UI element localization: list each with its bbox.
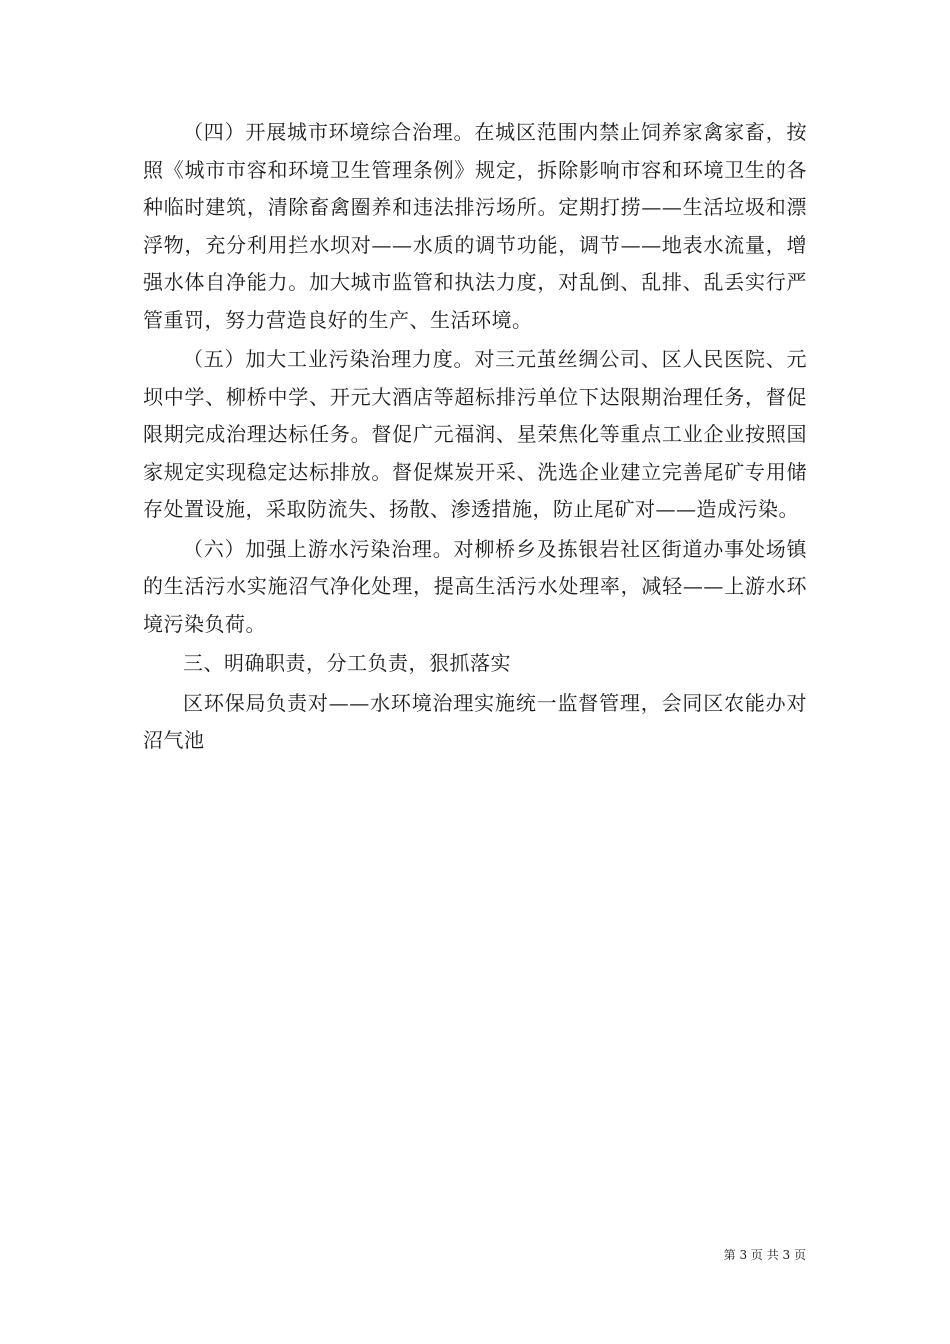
document-body bbox=[143, 114, 807, 762]
paragraph-section-4: （四）开展城市环境综合治理。在城区范围内禁止饲养家禽家畜，按照《城市市容和环境卫生管理条例》规定，拆除影响市容和环境卫生的各种临时建筑，清除畜禽圈养和违法排污场所。定期打捞——生活垃圾和漂浮物，充分利用拦水坝对——水质的调节功能，调节——地表水流量，增强水体自净能力。加大城市监管和执法力度，对乱倒、乱排、乱丢实行严管重罚，努力营造良好的生产、生活环境。 bbox=[143, 120, 807, 332]
section-heading-3: 三、明确职责，分工负责，狠抓落实 bbox=[183, 651, 511, 675]
paragraph-section-6: （六）加强上游水污染治理。对柳桥乡及拣银岩社区街道办事处场镇的生活污水实施沼气净化处理，提高生活污水处理率，减轻——上游水环境污染负荷。 bbox=[143, 536, 807, 636]
paragraph-section-3-body: 区环保局负责对——水环境治理实施统一监督管理，会同区农能办对沼气池 bbox=[143, 690, 807, 752]
paragraph-section-5: （五）加大工业污染治理力度。对三元茧丝绸公司、区人民医院、元坝中学、柳桥中学、开元大酒店等超标排污单位下达限期治理任务，督促限期完成治理达标任务。督促广元福润、星荣焦化等重点工业企业按照国家规定实现稳定达标排放。督促煤炭开采、洗选企业建立完善尾矿专用储存处置设施，采取防流失、扬散、渗透措施，防止尾矿对——造成污染。 bbox=[143, 347, 807, 521]
page-number-footer: 第 3 页 共 3 页 bbox=[723, 1248, 806, 1262]
